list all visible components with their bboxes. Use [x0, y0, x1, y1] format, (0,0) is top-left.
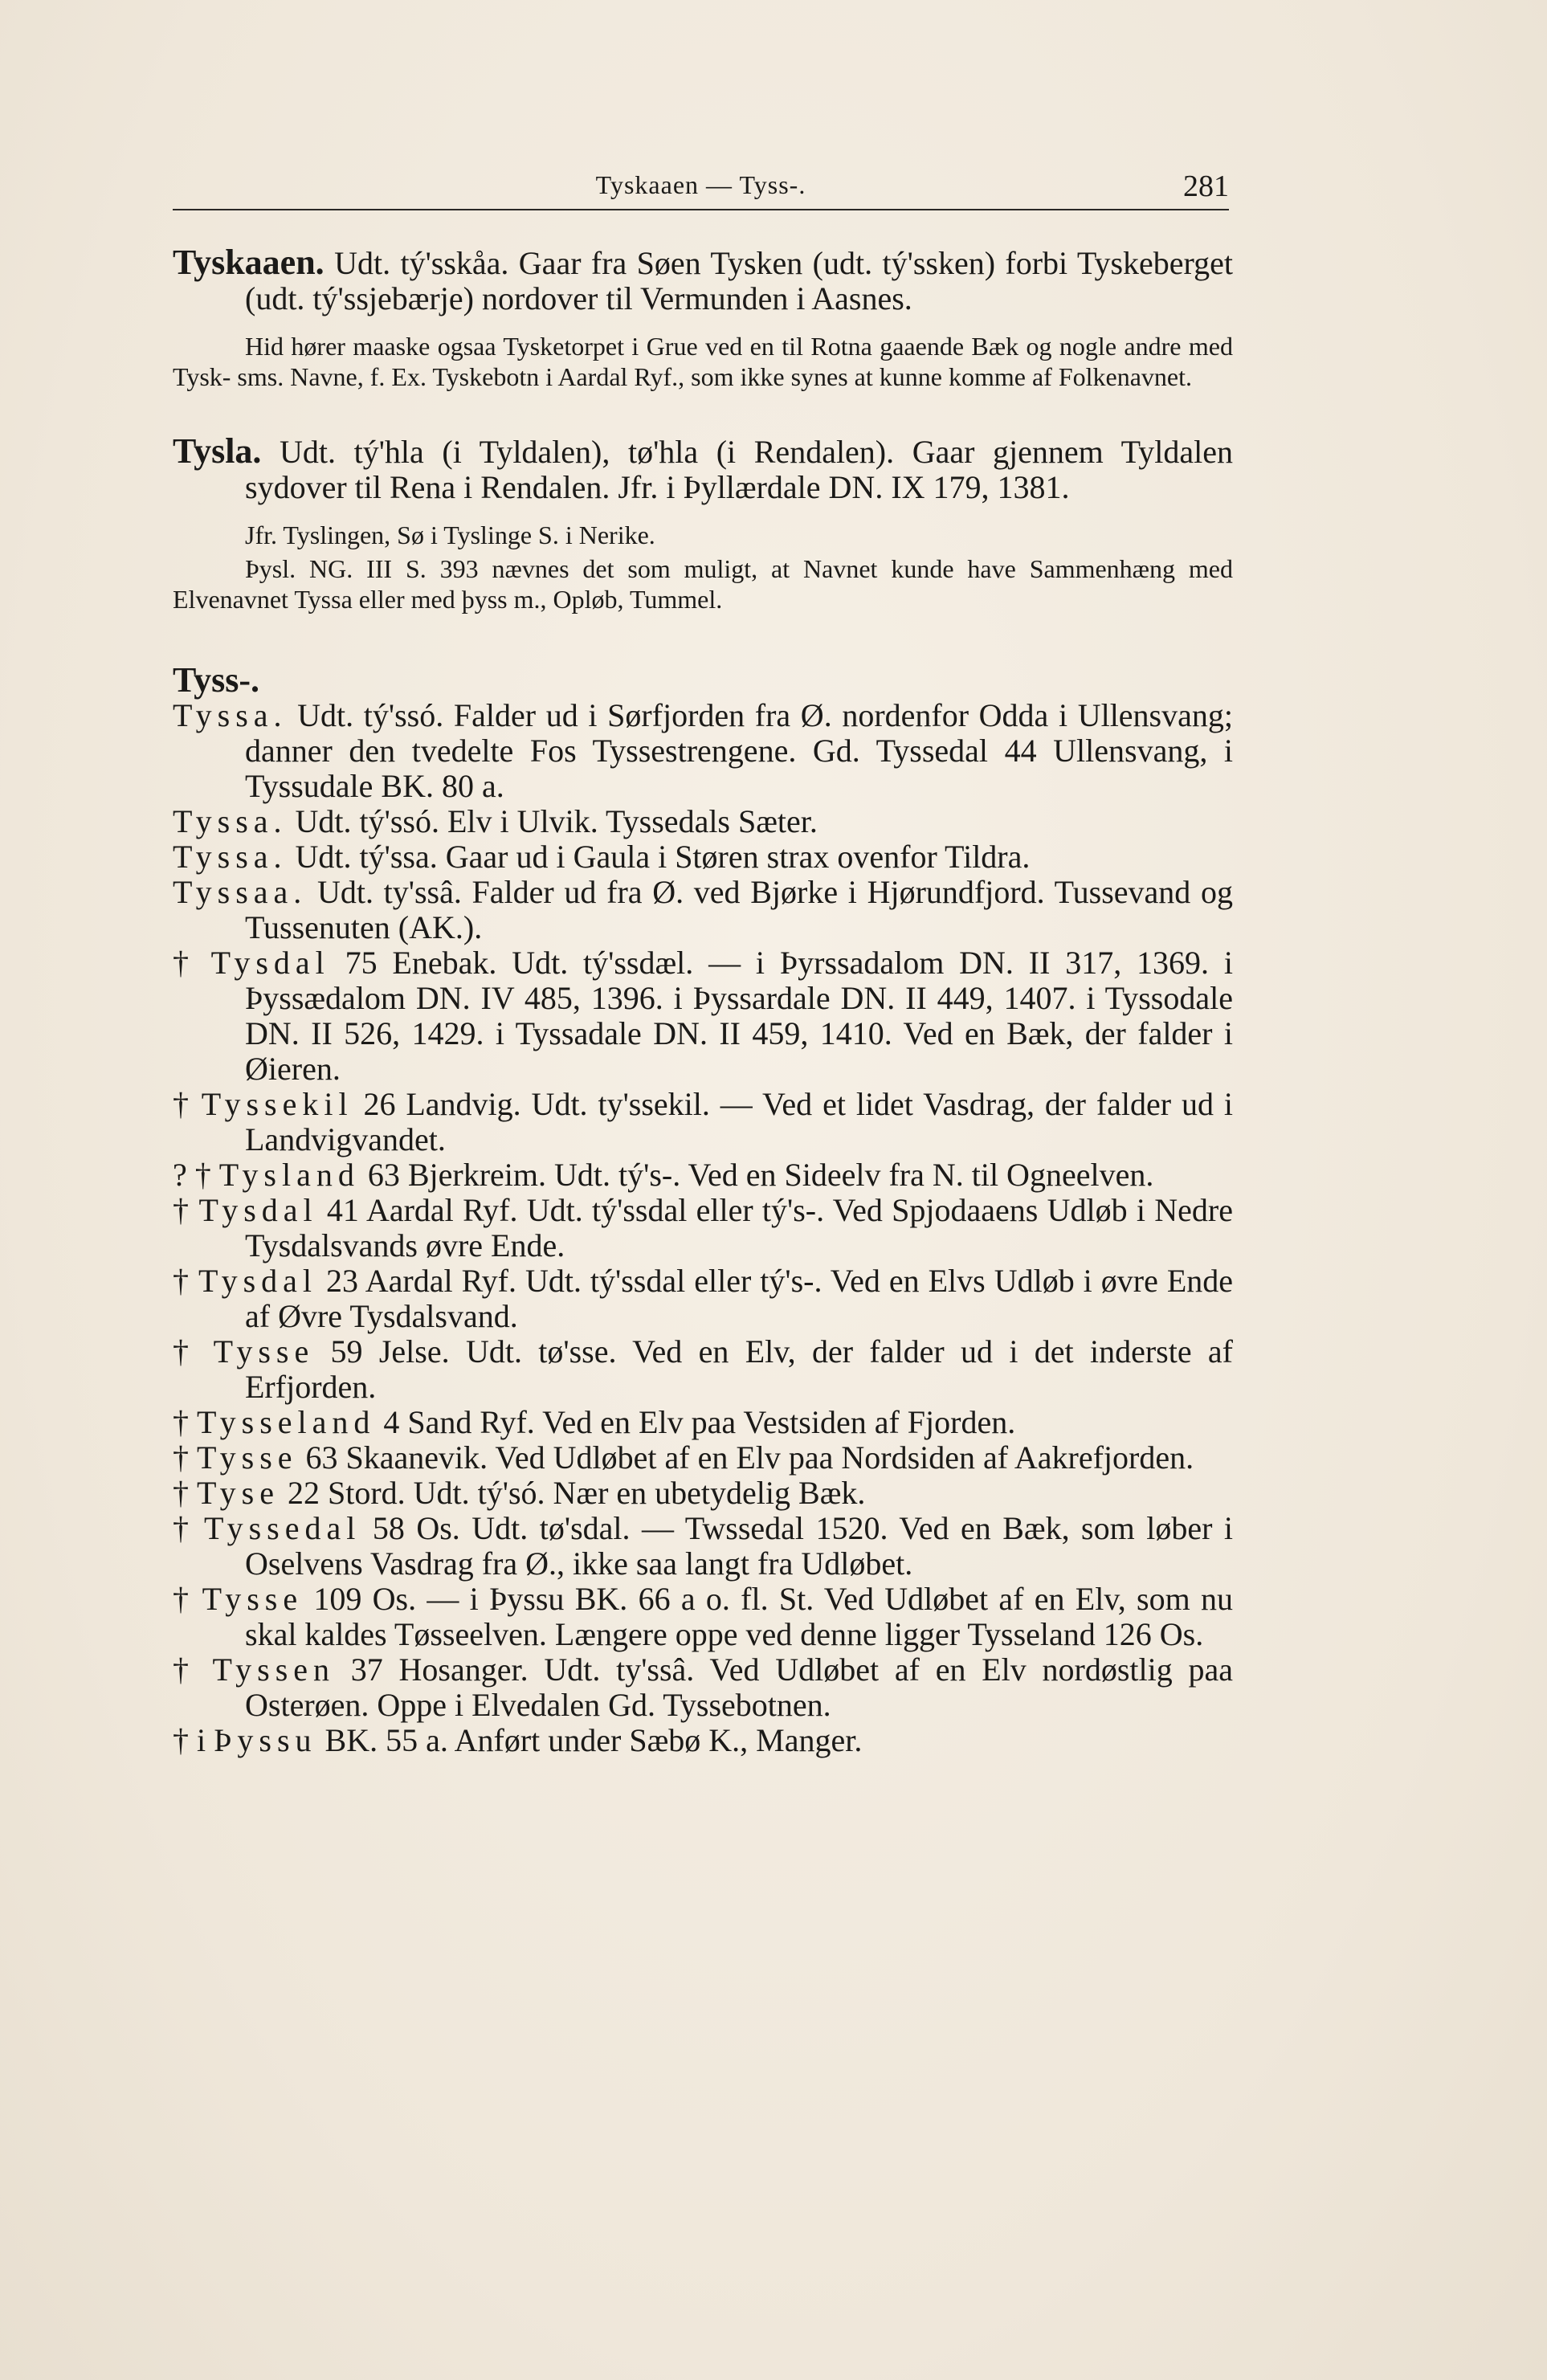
- entry-tysla: [173, 431, 1233, 505]
- section-head-tyss: Tyss-.: [173, 660, 259, 700]
- entry-prefix: ? †: [173, 1157, 219, 1193]
- note-text: Þysl. NG. III S. 393 nævnes det som muligt, at Navnet kunde have Sammenhæng med Elvenavnet Tyssa eller med þyss m., Opløb, Tummel.: [173, 554, 1233, 614]
- tyss-entry: [173, 875, 1233, 945]
- entry-prefix: †: [173, 1651, 213, 1688]
- entry-text: Udt. tý'hla (i Tyldalen), tø'hla (i Rendalen). Gaar gjennem Tyldalen sydover til Rena i Rendalen. Jfr. i Þyllærdale DN. IX 179, 1381.: [245, 434, 1233, 505]
- entry-text: Udt. tý'ssa. Gaar ud i Gaula i Støren strax ovenfor Tildra.: [287, 839, 1031, 875]
- entry-name: Tysdal: [198, 1263, 318, 1299]
- entry-text: 58 Os. Udt. tø'sdal. — Twssedal 1520. Ved en Bæk, som løber i Oselvens Vasdrag fra Ø., ikke saa langt fra Udløbet.: [245, 1510, 1234, 1582]
- spacer: [173, 614, 1233, 663]
- tyss-entry: [173, 698, 1233, 804]
- note-text: Jfr. Tyslingen, Sø i Tyslinge S. i Nerike.: [245, 520, 655, 549]
- entry-prefix: †: [173, 1439, 197, 1476]
- entry-name: Tysseland: [197, 1404, 376, 1440]
- entry-text: 109 Os. — i Þyssu BK. 66 a o. fl. St. Ved Udløbet af en Elv, som nu skal kaldes Tøsseelven. Længere oppe ved denne ligger Tysseland 126 Os.: [245, 1581, 1233, 1652]
- tyss-entries: [173, 698, 1233, 1758]
- entry-name: Tyssaa.: [173, 874, 308, 910]
- tyss-entry: [173, 1723, 1233, 1758]
- entry-name: Þyssu: [214, 1722, 317, 1758]
- entry-prefix: †: [173, 1581, 202, 1617]
- tyss-entry: [173, 945, 1233, 1087]
- entry-prefix: †: [173, 1263, 198, 1299]
- tyss-entry: [173, 1405, 1233, 1440]
- entry-text: 23 Aardal Ryf. Udt. tý'ssdal eller tý's-. Ved en Elvs Udløb i øvre Ende af Øvre Tysdalsvand.: [245, 1263, 1234, 1334]
- tyss-entry: [173, 1582, 1233, 1652]
- entry-name: Tysse: [202, 1581, 304, 1617]
- entry-name: Tyse: [197, 1475, 280, 1511]
- note-tysla-2: [173, 553, 1233, 614]
- note-text: Hid hører maaske ogsaa Tysketorpet i Grue ved en til Rotna gaaende Bæk og nogle andre med Tysk- sms. Navne, f. Ex. Tyskebotn i Aardal Ryf., som ikke synes at kunne komme af Folkenavnet.: [173, 332, 1233, 391]
- tyss-entry: [173, 1511, 1233, 1582]
- entry-text: Udt. tý'ssó. Falder ud i Sørfjorden fra Ø. nordenfor Odda i Ullensvang; danner den tvedelte Fos Tyssestrengene. Gd. Tyssedal 44 Ullensvang, i Tyssudale BK. 80 a.: [245, 697, 1233, 804]
- entry-text: Udt. tý'sskåa. Gaar fra Søen Tysken (udt. tý'ssken) forbi Tyskeberget (udt. tý'ssjebærje) nordover til Vermunden i Aasnes.: [245, 245, 1233, 316]
- note-tysla-1: [173, 520, 1233, 550]
- spacer: [173, 392, 1233, 434]
- tyss-entry: [173, 1193, 1233, 1263]
- entry-text: Udt. ty'ssâ. Falder ud fra Ø. ved Bjørke i Hjørundfjord. Tussevand og Tussenuten (AK.).: [245, 874, 1233, 945]
- entry-text: 59 Jelse. Udt. tø'sse. Ved en Elv, der falder ud i det inderste af Erfjorden.: [245, 1333, 1233, 1405]
- entry-text: Udt. tý'ssó. Elv i Ulvik. Tyssedals Sæter.: [287, 803, 818, 839]
- entry-head: Tysla.: [173, 431, 262, 471]
- page-number: 281: [1183, 169, 1229, 203]
- entry-text: 63 Skaanevik. Ved Udløbet af en Elv paa Nordsiden af Aakrefjorden.: [297, 1439, 1194, 1476]
- entry-text: 75 Enebak. Udt. tý'ssdæl. — i Þyrssadalom DN. II 317, 1369. i Þyssædalom DN. IV 485, 1396. i Þyssardale DN. II 449, 1407. i Tyssodale DN. II 526, 1429. i Tyssadale DN. II 459, 1410. Ved en Bæk, der falder i Øieren.: [245, 945, 1234, 1087]
- header-title: Tyskaaen — Tyss-.: [595, 170, 806, 199]
- entry-tyskaaen: [173, 245, 1233, 316]
- entry-prefix: †: [173, 1510, 204, 1546]
- entry-prefix: †: [173, 1404, 197, 1440]
- entry-name: Tyssen: [212, 1651, 336, 1688]
- running-header: [173, 170, 1229, 210]
- entry-text: 63 Bjerkreim. Udt. tý's-. Ved en Sideelv fra N. til Ogneelven.: [359, 1157, 1154, 1193]
- entry-prefix: †: [173, 1475, 197, 1511]
- entry-name: Tyssa.: [173, 803, 288, 839]
- tyss-entry: [173, 1334, 1233, 1405]
- page-body: [173, 245, 1233, 1758]
- entry-name: Tysdal: [198, 1192, 318, 1228]
- header-rule: [173, 209, 1229, 210]
- entry-text: BK. 55 a. Anført under Sæbø K., Manger.: [316, 1722, 863, 1758]
- entry-name: Tyssekil: [201, 1086, 353, 1122]
- tyss-entry: [173, 1652, 1233, 1723]
- entry-prefix: † i: [173, 1722, 214, 1758]
- note-tyskaaen: [173, 331, 1233, 392]
- entry-prefix: †: [173, 945, 211, 981]
- tyss-entry: [173, 839, 1233, 875]
- tyss-entry: [173, 804, 1233, 839]
- entry-prefix: †: [173, 1333, 214, 1370]
- entry-prefix: †: [173, 1192, 199, 1228]
- entry-text: 22 Stord. Udt. tý'só. Nær en ubetydelig Bæk.: [279, 1475, 866, 1511]
- tyss-entry: [173, 1476, 1233, 1511]
- tyss-entry: [173, 1157, 1233, 1193]
- entry-text: 26 Landvig. Udt. ty'ssekil. — Ved et lidet Vasdrag, der falder ud i Landvigvandet.: [245, 1086, 1233, 1157]
- entry-text: 4 Sand Ryf. Ved en Elv paa Vestsiden af Fjorden.: [375, 1404, 1016, 1440]
- entry-text: 41 Aardal Ryf. Udt. tý'ssdal eller tý's-. Ved Spjodaaens Udløb i Nedre Tysdalsvands øvre Ende.: [245, 1192, 1233, 1263]
- entry-head: Tyskaaen.: [173, 243, 325, 282]
- entry-name: Tysse: [213, 1333, 315, 1370]
- entry-name: Tysdal: [210, 945, 330, 981]
- entry-name: Tyssedal: [203, 1510, 361, 1546]
- entry-name: Tysland: [218, 1157, 360, 1193]
- entry-name: Tysse: [197, 1439, 298, 1476]
- tyss-entry: [173, 1263, 1233, 1334]
- tyss-entry: [173, 1440, 1233, 1476]
- entry-name: Tyssa.: [173, 697, 288, 733]
- entry-prefix: †: [173, 1086, 202, 1122]
- tyss-entry: [173, 1087, 1233, 1157]
- entry-text: 37 Hosanger. Udt. ty'ssâ. Ved Udløbet af en Elv nordøstlig paa Osterøen. Oppe i Elvedalen Gd. Tyssebotnen.: [245, 1651, 1233, 1723]
- entry-name: Tyssa.: [173, 839, 288, 875]
